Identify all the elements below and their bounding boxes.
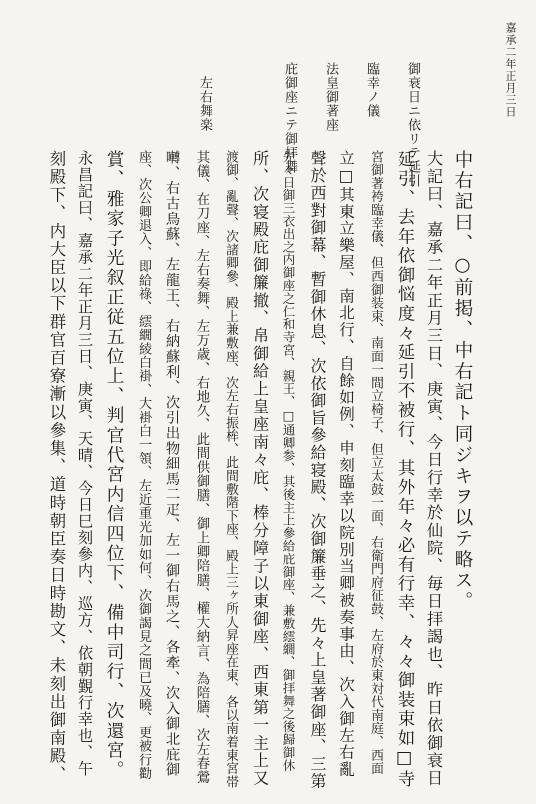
text-column: 延引、去年依御悩度々延引不被行、其外年々必有行幸、々々御装束如□寺 <box>394 150 414 790</box>
text-column: 聲於西對御幕、暫御休息、次依御旨參給寝殿、次御簾垂之、先々上皇著御座、三第 <box>308 150 327 791</box>
text-column: 宮御著袴臨幸儀、但西御装束、南面一間立椅子、但立太鼓一面、右衛門府征鼓、左府於東対代南庭、西面 <box>368 150 383 776</box>
text-column: 刻殿下、内大臣以下群官百寮漸以參集、道時朝臣奏日時勘文、未刻出御南殿、 <box>47 150 66 784</box>
text-column: 立□其東立樂屋、南北行、自餘如例、申刻臨幸以院別当卿被奏事由、次入御左右亂 <box>337 150 355 778</box>
text-column: 囀、右古鳥蘇、左龍王、右納蘇利、次引出物細馬二疋、左一御右馬之、各牽、次入御北庇御 <box>164 150 180 778</box>
text-column: 渡御、亂聲、次諸卿參、殿上兼敷座、次左右振桙、此間敷階下座、殿上三ヶ所人昇座在東、各以南着東宮帯 <box>223 150 238 789</box>
toc-entry: 御衰日ニ依リテ延引 <box>405 62 420 188</box>
running-head: 嘉承二年正月三日 <box>504 22 517 118</box>
text-column: 中右記曰、○前掲、中右記ト同ジキヲ以テ略ス。 <box>452 150 473 613</box>
toc-entry: 臨幸ノ儀 <box>364 62 379 118</box>
text-column: 其儀、在刀座、左右奏舞、左万歳、右地久、此間供御膳、御上卿陪膳、權大納言、為陪膳、次左春鶯 <box>194 150 209 785</box>
text-column: 先々日御三衣出之内御座之仁和寺宮、親王、□通卿参、其後主上參給庇御座、兼敷繧繝、御拝舞之後歸御休 <box>281 150 296 772</box>
toc-entry: 庇御座ニテ御拝舞 <box>282 62 297 174</box>
text-column: 大記曰、嘉承二年正月三日、庚寅、今日行幸於仙院、毎日拝謁也、昨日依御衰日 <box>424 150 443 788</box>
text-column: 永昌記曰、嘉承二年正月三日、庚寅、天晴、今日巳刻參内、巡方、依朝覲行幸也、午 <box>76 150 94 777</box>
text-column: 座、次公卿退入、即給祿、繧繝綾白褂、大褂白一領、左近重光加如何、次御謁見之間已及曉、更被行勸 <box>136 150 151 781</box>
toc-entry: 法皇御著座 <box>323 62 338 132</box>
toc-entry: 左右舞楽 <box>197 76 212 132</box>
text-column: 賞、雅家子光叙正従五位上、判官代宮内信四位下、備中司行、次還宮。 <box>104 150 124 781</box>
text-column: 所、次寝殿庇御簾撤、帛御給上皇座南々庇、棒分障子以東御座、西東第一主上又 <box>250 150 269 788</box>
